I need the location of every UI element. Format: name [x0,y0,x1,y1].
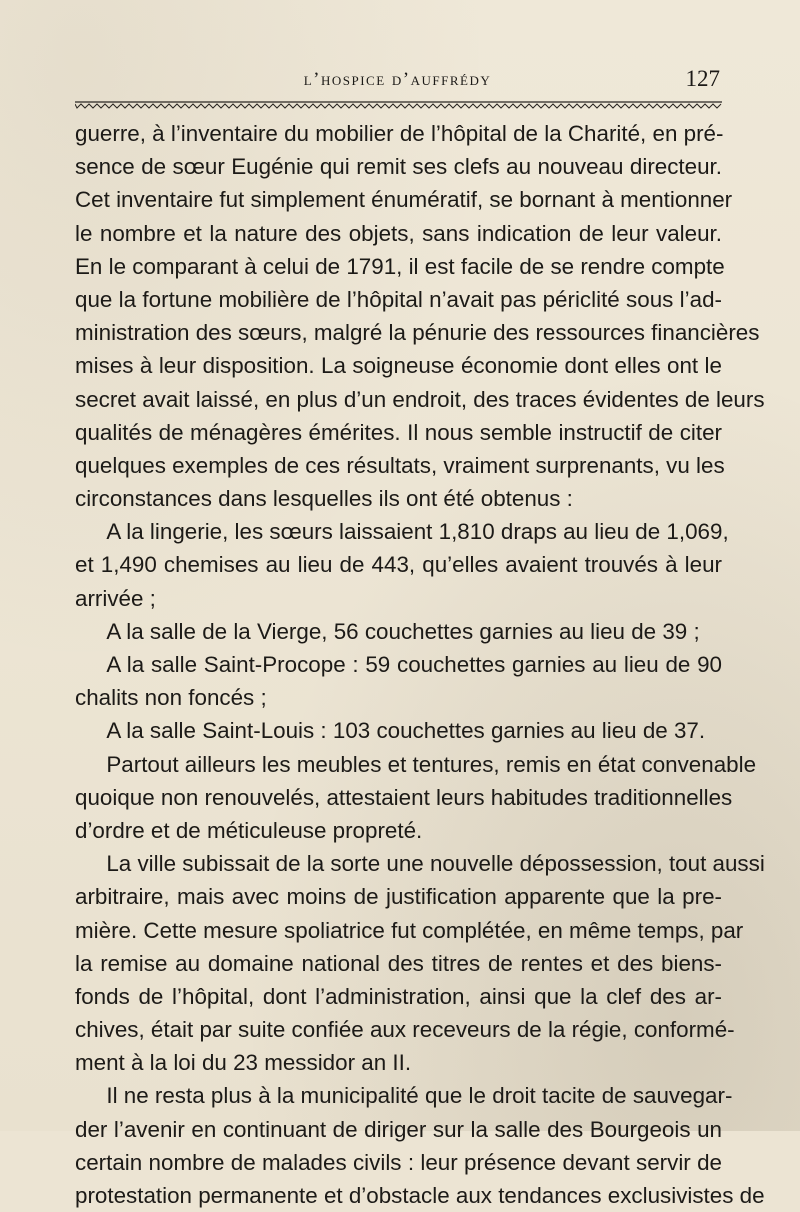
text-line: mises à leur disposition. La soigneuse économie dont elles ont le [75,353,722,379]
text-line: circonstances dans lesquelles ils ont été obtenus : [75,486,573,512]
text-line: certain nombre de malades civils : leur présence devant servir de [75,1149,722,1175]
text-line: fonds de l’hôpital, dont l’administration, ainsi que la clef des ar- [75,983,722,1009]
text-line: chives, était par suite confiée aux receveurs de la régie, conformé- [75,1017,735,1043]
text-line: der l’avenir en continuant de diriger sur la salle des Bourgeois un [75,1116,722,1142]
text-line: chalits non foncés ; [75,685,267,711]
text-line: ment à la loi du 23 messidor an II. [75,1050,412,1076]
text-line: arrivée ; [75,585,156,611]
text-line: A la salle Saint-Procope : 59 couchettes garnies au lieu de 90 [106,652,722,677]
text-line: arbitraire, mais avec moins de justification apparente que la pre- [75,884,722,910]
text-line: A la lingerie, les sœurs laissaient 1,810 draps au lieu de 1,069, [106,519,729,545]
running-title: l’hospice d’auffrédy [303,69,492,90]
text-line: guerre, à l’inventaire du mobilier de l’hôpital de la Charité, en pré- [75,121,724,146]
text-line: Partout ailleurs les meubles et tentures, remis en état convenable [106,751,757,777]
text-line: d’ordre et de méticuleuse propreté. [75,817,423,843]
text-line: qualités de ménagères émérites. Il nous semble instructif de citer [75,419,722,445]
text-line: A la salle Saint-Louis : 103 couchettes garnies au lieu de 37. [106,718,706,744]
text-line: le nombre et la nature des objets, sans indication de leur valeur. [75,220,722,246]
text-line: secret avait laissé, en plus d’un endroit, des traces évidentes de leurs [75,386,765,412]
text-line: La ville subissait de la sorte une nouvelle dépossession, tout aussi [106,851,765,877]
text-line: la remise au domaine national des titres de rentes et des biens- [75,950,722,976]
text-line: protestation permanente et d’obstacle aux tendances exclusivistes de [75,1183,765,1208]
text-line: mière. Cette mesure spoliatrice fut complétée, en même temps, par [75,917,744,943]
text-line: quoique non renouvelés, attestaient leurs habitudes traditionnelles [75,784,733,810]
text-line: quelques exemples de ces résultats, vraiment surprenants, vu les [75,452,725,478]
text-line: que la fortune mobilière de l’hôpital n’avait pas périclité sous l’ad- [75,286,722,312]
page-number: 127 [685,66,720,91]
text-line: sence de sœur Eugénie qui remit ses clefs au nouveau directeur. [75,154,722,180]
text-line: Cet inventaire fut simplement énumératif, se bornant à mentionner [75,187,733,213]
text-line: et 1,490 chemises au lieu de 443, qu’elles avaient trouvés à leur [75,552,722,578]
text-line: En le comparant à celui de 1791, il est facile de se rendre compte [75,253,725,279]
text-line: A la salle de la Vierge, 56 couchettes garnies au lieu de 39 ; [106,618,700,644]
text-line: Il ne resta plus à la municipalité que le droit tacite de sauvegar- [106,1083,733,1109]
ornamental-rule [75,101,722,109]
text-line: ministration des sœurs, malgré la pénurie des ressources financières [75,320,760,346]
body-text [75,117,765,1212]
running-head [75,66,720,99]
